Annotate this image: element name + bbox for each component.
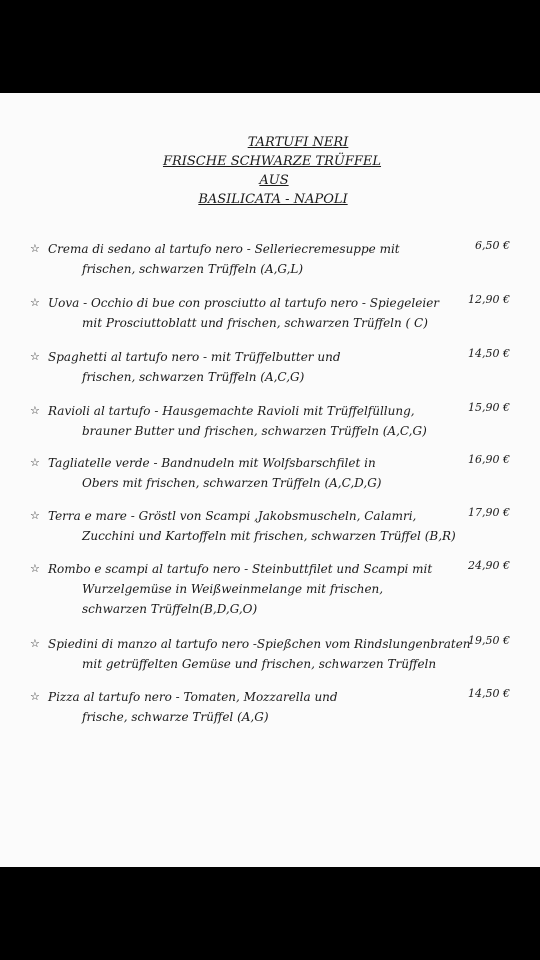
item-description-line1: Pizza al tartufo nero - Tomaten, Mozzarella und [48,690,338,704]
item-description-line1: Rombo e scampi al tartufo nero - Steinbuttfilet und Scampi mit [48,562,433,576]
star-icon: ☆ [30,637,40,650]
item-price: 15,90 € [468,401,510,414]
item-description-line1: Ravioli al tartufo - Hausgemachte Ravioli mit Trüffelfüllung, [48,404,415,418]
item-description-line1: Spaghetti al tartufo nero - mit Trüffelbutter und [48,350,341,364]
header-subtitle: FRISCHE SCHWARZE TRÜFFEL [162,154,382,169]
header-title: TARTUFI NERI [247,135,349,150]
menu-item [30,453,516,493]
item-price: 19,50 € [468,634,510,647]
menu-item [30,559,516,619]
item-price: 17,90 € [468,506,510,519]
menu-item [30,293,516,333]
item-description-line2: frischen, schwarzen Trüffeln (A,C,G) [82,370,305,384]
menu-item [30,506,516,546]
item-description-line1: Spiedini di manzo al tartufo nero -Spießchen vom Rindslungenbraten [48,637,471,651]
menu-item [30,239,516,279]
menu-header [0,133,540,209]
item-description-line2: brauner Butter und frischen, schwarzen Trüffeln (A,C,G) [82,424,427,438]
item-description-line1: Crema di sedano al tartufo nero - Selleriecremesuppe mit [48,242,400,256]
item-price: 24,90 € [468,559,510,572]
star-icon: ☆ [30,242,40,255]
menu-item [30,401,516,441]
star-icon: ☆ [30,509,40,522]
item-price: 14,50 € [468,687,510,700]
item-price: 12,90 € [468,293,510,306]
item-description-line3: schwarzen Trüffeln(B,D,G,O) [82,602,258,616]
star-icon: ☆ [30,456,40,469]
menu-page [0,93,540,867]
item-description-line2: Zucchini und Kartoffeln mit frischen, schwarzen Trüffel (B,R) [82,529,456,543]
header-origin-label: AUS [259,173,289,188]
item-price: 14,50 € [468,347,510,360]
item-description-line2: frischen, schwarzen Trüffeln (A,G,L) [82,262,304,276]
star-icon: ☆ [30,296,40,309]
item-description-line2: Obers mit frischen, schwarzen Trüffeln (A,C,D,G) [82,476,382,490]
item-description-line1: Terra e mare - Gröstl von Scampi ,Jakobsmuscheln, Calamri, [48,509,417,523]
header-origin-region: BASILICATA - NAPOLI [198,192,348,207]
star-icon: ☆ [30,404,40,417]
star-icon: ☆ [30,350,40,363]
menu-item [30,347,516,387]
item-description-line2: Wurzelgemüse in Weißweinmelange mit frischen, [82,582,384,596]
item-price: 6,50 € [475,239,510,252]
menu-item [30,687,516,727]
star-icon: ☆ [30,562,40,575]
menu-item [30,634,516,674]
item-description-line1: Uova - Occhio di bue con prosciutto al tartufo nero - Spiegeleier [48,296,440,310]
star-icon: ☆ [30,690,40,703]
item-description-line2: mit Prosciuttoblatt und frischen, schwarzen Trüffeln ( C) [82,316,428,330]
item-description-line2: frische, schwarze Trüffel (A,G) [82,710,269,724]
item-description-line1: Tagliatelle verde - Bandnudeln mit Wolfsbarschfilet in [48,456,376,470]
item-price: 16,90 € [468,453,510,466]
item-description-line2: mit getrüffelten Gemüse und frischen, schwarzen Trüffeln [82,657,437,671]
